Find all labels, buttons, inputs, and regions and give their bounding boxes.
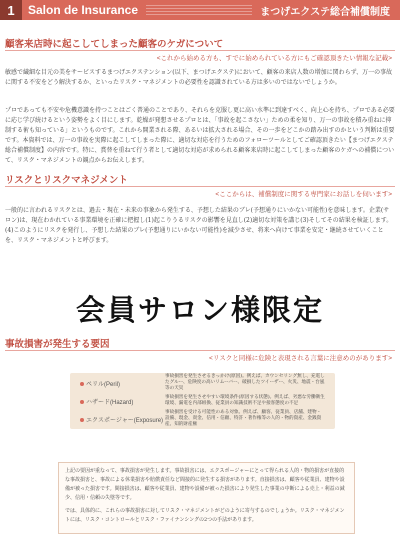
page-header [0,0,400,20]
paragraph: 一般的に言われるリスクとは、過去・現在・未来の事象から発生する、予想した結果のブレ(予想通りにいかない可能性)を意味します。企業(サロン)は、現在わかれている事業環境を正確に把握し(1)起こりうるリスクの影響を見直し(2)適切な対策を講じ(3)そしてその結果を検証します。(4)このようにリスクを発行し、予想した結果のブレ(予想通りにいかない可能性)を減少させ、将来へ向けて事業を安定・継続させていくことを、リスク・マネジメントと呼びます。 [5,207,393,244]
page-number: 1 [0,0,22,20]
paragraph: プロであっても不安や危機意識を持つことはごく普通のことであり、それらを克服し更に高い水準に到達すべく、向上心を持ち、プロである必要に応じ学び続けるという姿勢をよく目にします。乾燥が発想させるプロとは、「事故を起こさない」ための柔を知り、万一の事故を積み重ねに抑制する術も知っている」というものです。これから開業される際、あるいは拡大される場合、その一歩をどこかの踏み出すのかという判断は重要です。本資料では、万一の事故を実際に起こしてしまった際に、適切な対応を行うためのフォローツールとしてご確認頂きたい【まつげエクステ総合補償制度】の内容です。特に、賞替を重ねて行う者として適切な対応が求められる顧客来店時に起こしてしまった顧客のケガへの補償について、リスク・マネジメントの観点からお伝えします。 [5,107,395,164]
risk-description: 事故損害を発生させやすい環境条件(原因する状態)。例えば、劣悪な労働衛生環境、漏電を内部組換、従業員の知識技術不足や接客態度の不足 [165,395,325,406]
section-divider [5,350,395,351]
section-title-customer-injury: 顧客来店時に起こしてしまった顧客のケガについて [5,39,224,50]
risk-row-peril [80,375,325,391]
explanation-paragraph: では、具体的に、これらの事故損害に対してリスク・マネジメントがどのように寄与するのでしょうか。リスク・マネジメントには、リスク・コントロールとリスク・ファイナンシングの2つの手法があります。 [65,508,345,523]
explanation-paragraph: 上記の要因が重なって、事故損害が発生します。事故損害には、エクスポージャーにとって得られる人的・物的損害が直接的な事故損害と、事故による休業損害や賠償責任など間接的に発生する損害があります。直接損害は、顧客や従業員、建物や設備が被った損害です。間接損害は、顧客や従業員、建物や設備が被った損害により発生した事業の中断による売上・利益の減少、信用・信頼の失墜等です。 [65,468,345,501]
section-note: <これから始める方も、すでに始められている方にもご確認頂きたい情報な記載> [156,55,392,62]
risk-term: ハザード(Hazard) [80,397,165,406]
section-divider [5,50,395,51]
bullet-icon [80,382,84,386]
header-stripes [146,5,252,15]
explanation-box [58,462,355,534]
bullet-icon [80,418,84,422]
members-only-banner: 会員サロン様限定 [75,292,324,327]
section-title-risk-management: リスクとリスクマネジメント [5,175,128,186]
section-divider [5,186,395,187]
risk-term: エクスポージャー(Exposure) [80,415,165,424]
section-title-accident-causes: 事故損害が発生する要因 [5,339,110,350]
risk-row-hazard [80,393,325,409]
bullet-icon [80,400,84,404]
header-subtitle: まつげエクステ総合補償制度 [260,6,390,18]
risk-description: 事故損害を発生させるきっかけ(原因)。例えば、カウンセリング無し、充電したグルー、危険度の高いリムーバー、破損したツイーザー、火災、地震・台風等の天災 [165,374,325,391]
risk-term: ペリル(Peril) [80,379,165,388]
section-note: <リスクと同様に危険と表現される言葉に注意めのがあります> [209,355,392,362]
risk-row-exposure [80,411,325,427]
section-note: <ここからは、補償制度に関する専門家にお話しを伺います> [215,191,392,198]
paragraph: 敏感で繊細な目元の美をサービスするまつげエクステンション(以下、まつげエクステ)において、顧客の来店人数の増加に関わらず、万一の事故に関する不安をどう解決するか、といったリスク・マネジメントの必要性を認識されている方は多いのではないでしょうか。 [5,69,393,86]
risk-description: 事故損害を受ける可能性のある対象。例えば、顧客、従業員、店舗、建物・設備、現金、貴金、信用・信頼、特許・著作権等の人的・物的資産、金銭資産、知的財産権 [165,410,322,427]
header-title: Salon de Insurance [28,3,139,17]
risk-factor-box [70,373,335,429]
